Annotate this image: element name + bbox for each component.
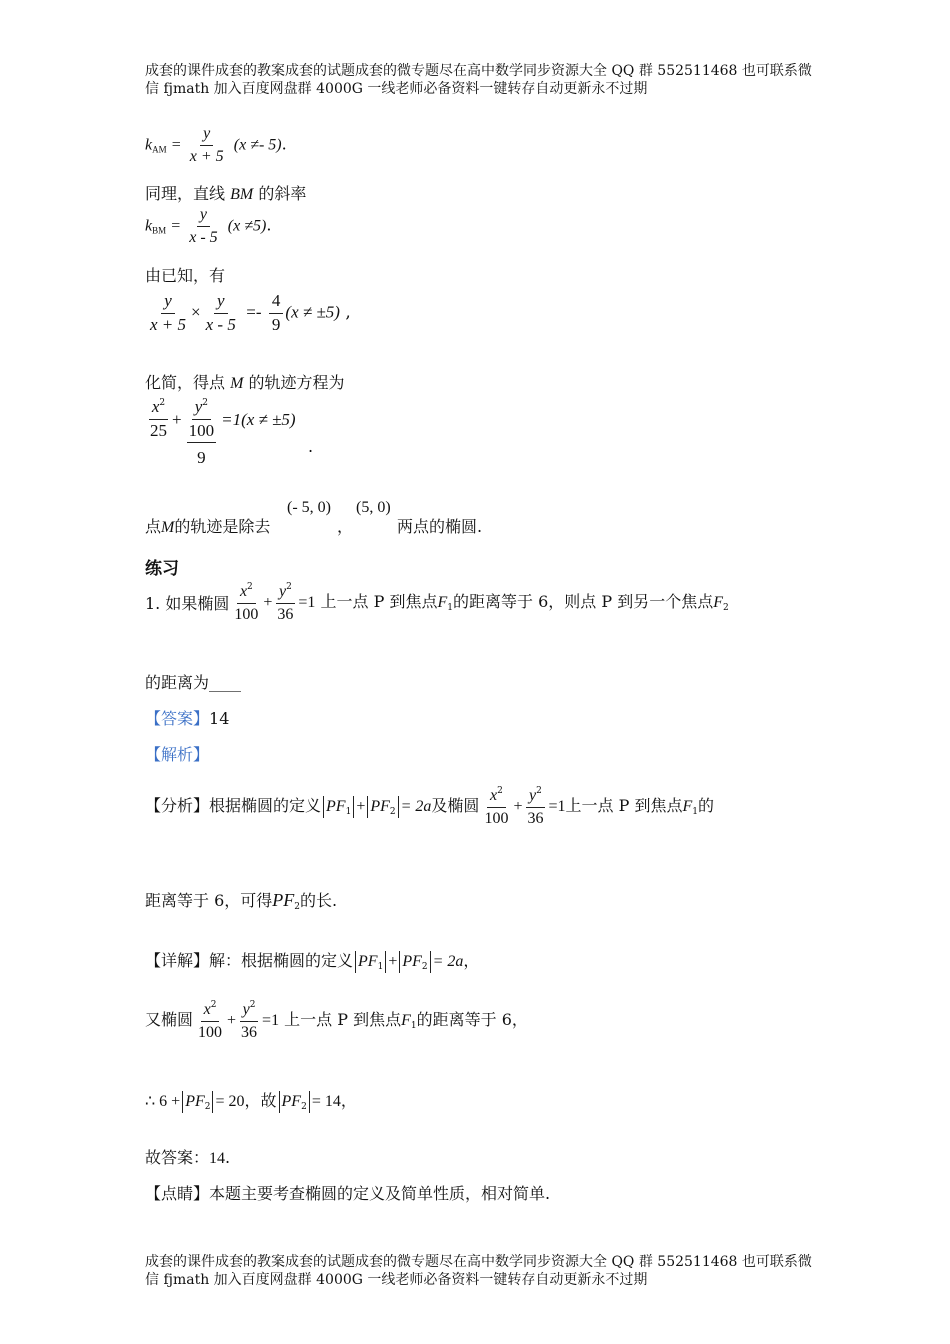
footer-line-1: 成套的课件成套的教案成套的试题成套的微专题尽在高中数学同步资源大全 QQ 群 552511468 也可联系微: [145, 1254, 812, 1270]
footer-line-2: 信 fjmath 加入百度网盘群 4000G 一线老师必备资料一键转存自动更新永不过期: [145, 1272, 648, 1288]
tongli-line: 同理，直线 BM 的斜率: [145, 184, 307, 203]
header-line-2: 信 fjmath 加入百度网盘群 4000G 一线老师必备资料一键转存自动更新永不过期: [145, 81, 648, 97]
header-line-1: 成套的课件成套的教案成套的试题成套的微专题尽在高中数学同步资源大全 QQ 群 552511468 也可联系微: [145, 63, 812, 79]
kam-fraction: $\frac{y}{x + 5}$: [189, 125, 224, 165]
question-1: 1. 如果椭圆 $\frac{x^2}{100}$ + $\frac{y^2}{36}$ =1 上一点 P 到焦点$F_1$的距离等于 6，则点 P 到另一个焦点$F_2$: [145, 582, 729, 623]
fenxi-line-2: 距离等于 6，可得$PF_2$的长.: [145, 890, 338, 912]
practice-title: 练习: [145, 559, 179, 579]
point-5: (5, 0): [356, 499, 391, 516]
answer-line: 【答案】14: [145, 709, 230, 728]
gu-answer-line: 故答案：14.: [145, 1148, 231, 1167]
point-neg5: (- 5, 0): [287, 499, 331, 516]
ellipse-equation: $\frac{x^2}{25}$ + $y^2$ 100 9 =1(x ≠ ±5): [150, 397, 296, 468]
you-line: 又椭圆 $\frac{x^2}{100}$ + $\frac{y^2}{36}$ =1 上一点 P 到焦点$F_1$的距离等于 6，: [145, 1000, 528, 1041]
huajian-line: 化简，得点 M 的轨迹方程为: [145, 373, 345, 392]
question-1-line2: 的距离为____: [145, 673, 242, 692]
yizhi-line: 由已知，有: [145, 266, 226, 285]
kam-formula: $k_{AM}$ = $\frac{y}{x + 5}$ (x ≠- 5).: [145, 125, 287, 165]
dianjing-line: 【点睛】本题主要考查椭圆的定义及简单性质，相对简单.: [145, 1184, 551, 1203]
product-formula: $\frac{y}{x + 5}$ × $\frac{y}{x - 5}$ =- $\frac{4}{9}$ (x ≠ ±5) ,: [150, 291, 351, 334]
guiji-line: 点M的轨迹是除去: [145, 517, 271, 536]
therefore-line: ∴ $6 + PF_2 = 20$，故 $PF_2 = 14$，: [145, 1091, 357, 1112]
kbm-formula: $k_{BM}$ = $\frac{y}{x - 5}$ (x ≠5).: [145, 206, 272, 246]
xiangjie-line: 【详解】解：根据椭圆的定义 $PF_1 + PF_2 = 2a$，: [145, 951, 480, 972]
kbm-fraction: $\frac{y}{x - 5}$: [189, 206, 218, 246]
jiexi-tag: 【解析】: [145, 745, 210, 764]
fenxi-line: 【分析】根据椭圆的定义 $PF_1 + PF_2 = 2a$及椭圆 $\frac{x^2}{100}$ + $\frac{y^2}{36}$ =1上一点 P 到焦点$F_1$的: [145, 786, 714, 827]
